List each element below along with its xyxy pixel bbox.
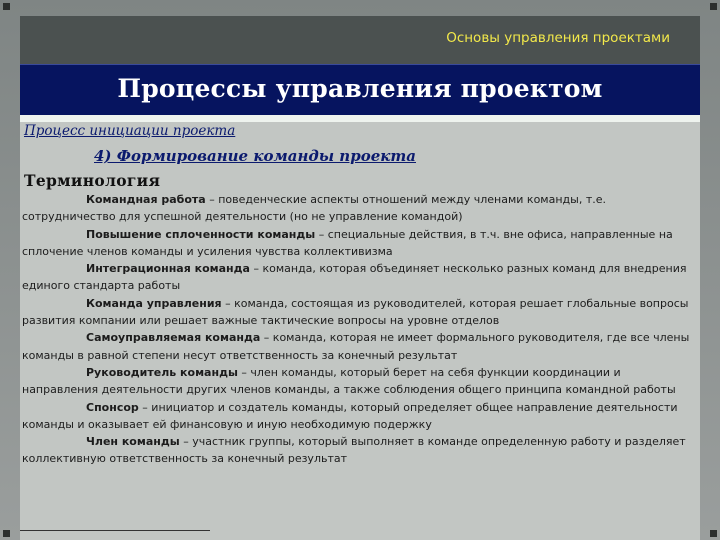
definition-item bbox=[22, 364, 694, 399]
definition-text: – команда, которая не имеет формального руководителя, где все члены команды в равной степени несут ответственность за конечный результат bbox=[22, 331, 690, 362]
corner-marker bbox=[3, 530, 10, 537]
definition-text: – поведенческие аспекты отношений между членами команды, т.е. сотрудничество для успешной деятельности (но не управление командой) bbox=[22, 193, 606, 224]
definition-term: Интеграционная команда bbox=[86, 262, 250, 276]
definition-item bbox=[22, 329, 694, 364]
definition-item bbox=[22, 191, 694, 226]
definition-item bbox=[22, 433, 694, 468]
step-subtitle: 4) Формирование команды проекта bbox=[94, 147, 416, 165]
definition-term: Самоуправляемая команда bbox=[86, 331, 261, 345]
process-subtitle: Процесс инициации проекта bbox=[24, 123, 236, 139]
definition-text: – команда, состоящая из руководителей, которая решает глобальные вопросы развития компании или решает важные тактические вопросы на уровне отделов bbox=[22, 296, 689, 328]
definition-text: – участник группы, который выполняет в команде определенную работу и разделяет коллективную ответственность за конечный результат bbox=[22, 435, 686, 466]
definition-term: Член команды bbox=[86, 435, 180, 449]
terminology-heading: Терминология bbox=[24, 171, 161, 190]
definitions-list bbox=[22, 191, 694, 468]
footer-line bbox=[20, 530, 210, 531]
slide-title: Процессы управления проектом bbox=[117, 74, 603, 103]
corner-marker bbox=[710, 3, 717, 10]
definition-text: – специальные действия, в т.ч. вне офиса, направленные на сплочение членов команды и усиления чувства коллективизма bbox=[22, 227, 673, 258]
definition-text: – член команды, который берет на себя функции координации и направления деятельности других членов команды, а также соблюдения общего принципа командной работы bbox=[22, 365, 676, 397]
definition-item bbox=[22, 226, 694, 261]
corner-marker bbox=[710, 530, 717, 537]
course-header-bar bbox=[20, 16, 700, 64]
title-divider bbox=[20, 115, 700, 122]
definition-term: Руководитель команды bbox=[86, 365, 238, 379]
definition-item bbox=[22, 260, 694, 295]
definition-term: Команда управления bbox=[86, 296, 222, 310]
definition-term: Спонсор bbox=[86, 400, 139, 414]
corner-marker bbox=[3, 3, 10, 10]
course-title: Основы управления проектами bbox=[446, 30, 670, 46]
definition-text: – инициатор и создатель команды, который определяет общее направление деятельности команды и оказывает ей финансовую и иную необходимую подержку bbox=[22, 400, 678, 431]
definition-item bbox=[22, 399, 694, 434]
content-area bbox=[20, 122, 700, 540]
title-bar bbox=[20, 64, 700, 116]
definition-text: – команда, которая объединяет несколько разных команд для внедрения единого стандарта работы bbox=[22, 262, 687, 293]
definition-term: Повышение сплоченности команды bbox=[86, 227, 316, 241]
definition-term: Командная работа bbox=[86, 193, 206, 206]
definition-item bbox=[22, 295, 694, 330]
